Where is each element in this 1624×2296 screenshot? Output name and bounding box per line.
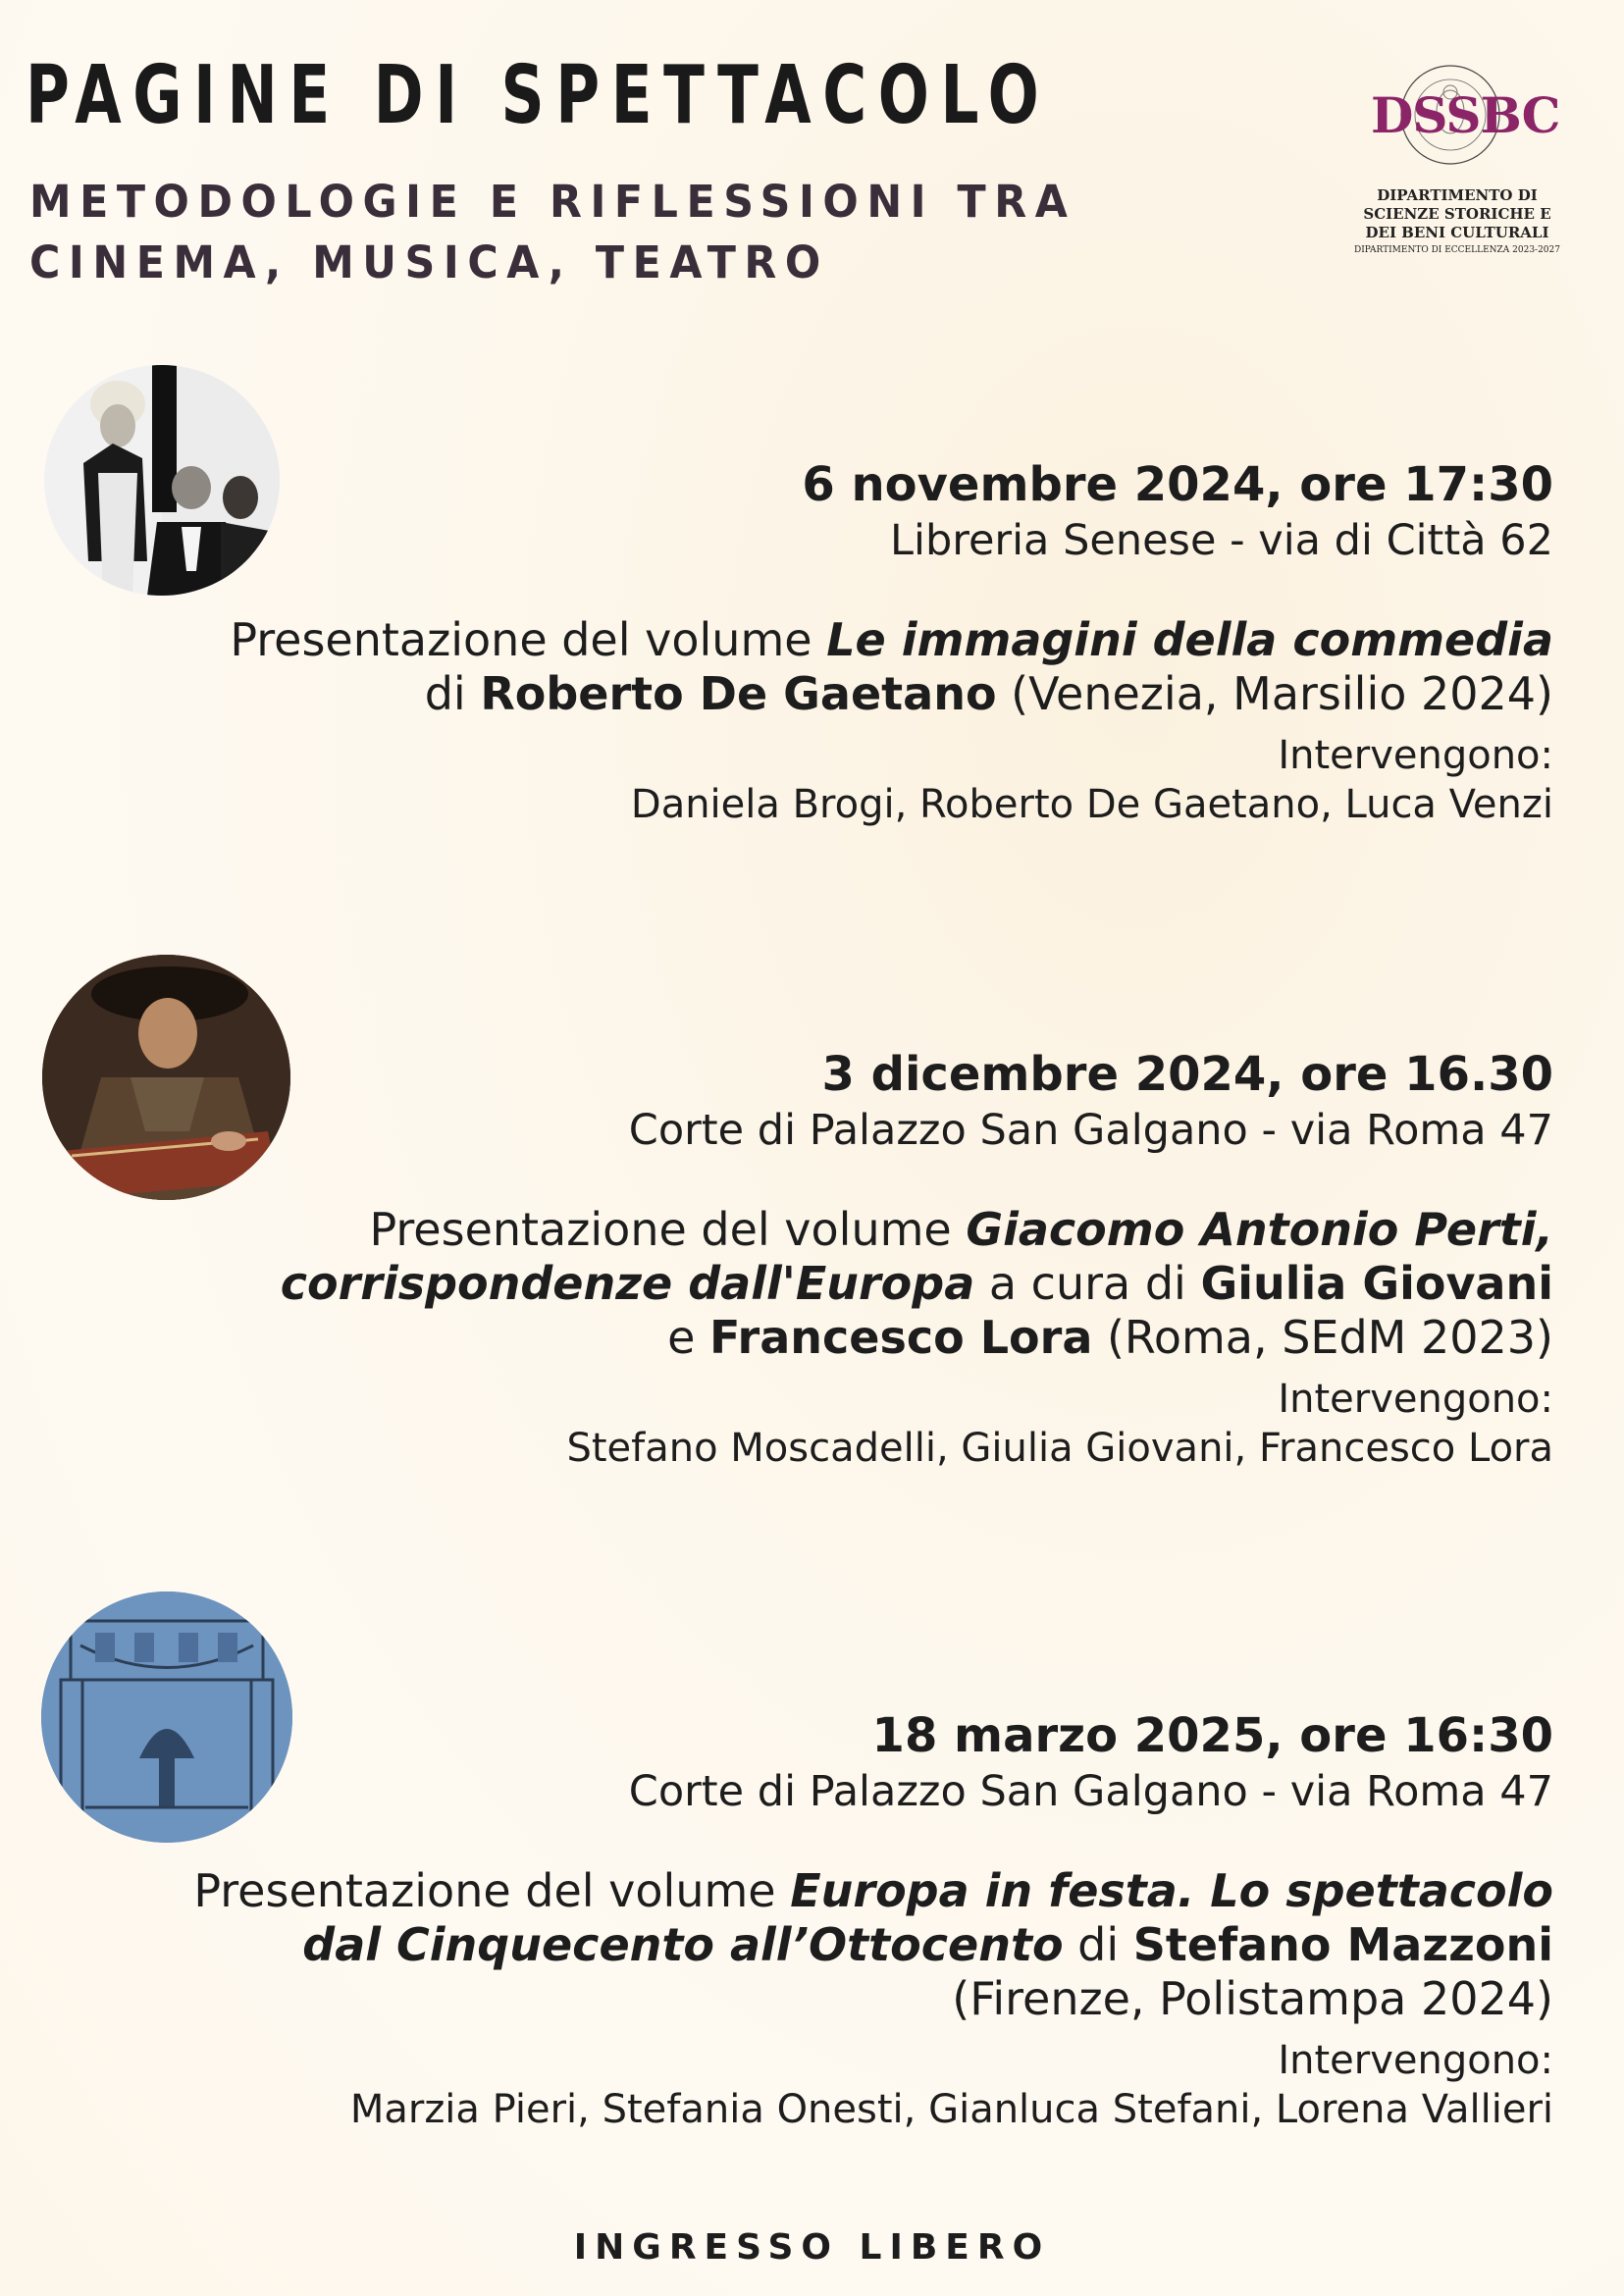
logo-acronym: DSSBC (1371, 86, 1560, 144)
book-editor-1: Giulia Giovani (1200, 1257, 1553, 1310)
page-subtitle (29, 172, 1075, 293)
event-date: 6 novembre 2024, ore 17:30 (802, 457, 1553, 512)
speakers-label: Intervengono: (1278, 1377, 1553, 1422)
speakers-list: Marzia Pieri, Stefania Onesti, Gianluca Stefani, Lorena Vallieri (349, 2087, 1553, 2132)
desc-conj: di (424, 667, 481, 720)
book-publisher: (Roma, SEdM 2023) (1092, 1311, 1553, 1364)
event-description (180, 1864, 1553, 2026)
free-entry-notice: INGRESSO LIBERO (573, 2227, 1051, 2268)
book-author: Roberto De Gaetano (480, 667, 997, 720)
desc-intro: Presentazione del volume (369, 1203, 967, 1256)
desc-and: e (667, 1311, 710, 1364)
event-3 (180, 1707, 1553, 2134)
event-place: Corte di Palazzo San Galgano - via Roma 47 (628, 1767, 1553, 1816)
book-title-1: Europa in festa. Lo spettacolo (790, 1864, 1553, 1917)
desc-conj: a cura di (974, 1257, 1201, 1310)
speakers-list: Stefano Moscadelli, Giulia Giovani, Francesco Lora (566, 1426, 1553, 1471)
department-logo (1349, 61, 1565, 267)
event-place: Libreria Senese - via di Città 62 (890, 516, 1553, 565)
speakers-label: Intervengono: (1278, 733, 1553, 778)
logo-line-1: DIPARTIMENTO DI (1377, 186, 1538, 204)
desc-conj: di (1063, 1918, 1133, 1971)
event-2 (180, 1046, 1553, 1473)
speakers-list: Daniela Brogi, Roberto De Gaetano, Luca Venzi (630, 782, 1553, 827)
subtitle-line-1: METODOLOGIE E RIFLESSIONI TRA (29, 176, 1076, 228)
book-publisher: (Firenze, Polistampa 2024) (952, 1972, 1553, 2025)
desc-intro: Presentazione del volume (193, 1864, 791, 1917)
speakers-label: Intervengono: (1278, 2038, 1553, 2083)
event-1 (180, 456, 1553, 829)
book-title-2: dal Cinquecento all’Ottocento (302, 1918, 1064, 1971)
book-title-2: corrispondenze dall'Europa (280, 1257, 975, 1310)
page-title: PAGINE DI SPETTACOLO (26, 49, 1051, 142)
logo-line-2: SCIENZE STORICHE E (1363, 205, 1551, 223)
book-editor-2: Francesco Lora (709, 1311, 1093, 1364)
event-description (180, 1203, 1553, 1365)
desc-intro: Presentazione del volume (230, 613, 827, 666)
logo-excellence: DIPARTIMENTO DI ECCELLENZA 2023-2027 (1354, 245, 1560, 255)
event-description (180, 613, 1553, 721)
book-title: Le immagini della commedia (826, 613, 1553, 666)
event-place: Corte di Palazzo San Galgano - via Roma 47 (628, 1106, 1553, 1155)
book-title-1: Giacomo Antonio Perti, (966, 1203, 1553, 1256)
event-date: 18 marzo 2025, ore 16:30 (871, 1708, 1553, 1763)
subtitle-line-2: CINEMA, MUSICA, TEATRO (29, 236, 829, 288)
book-publisher: (Venezia, Marsilio 2024) (996, 667, 1553, 720)
book-author: Stefano Mazzoni (1132, 1918, 1553, 1971)
event-date: 3 dicembre 2024, ore 16.30 (821, 1047, 1553, 1102)
logo-line-3: DEI BENI CULTURALI (1365, 224, 1549, 241)
logo-department-name (1349, 186, 1565, 242)
